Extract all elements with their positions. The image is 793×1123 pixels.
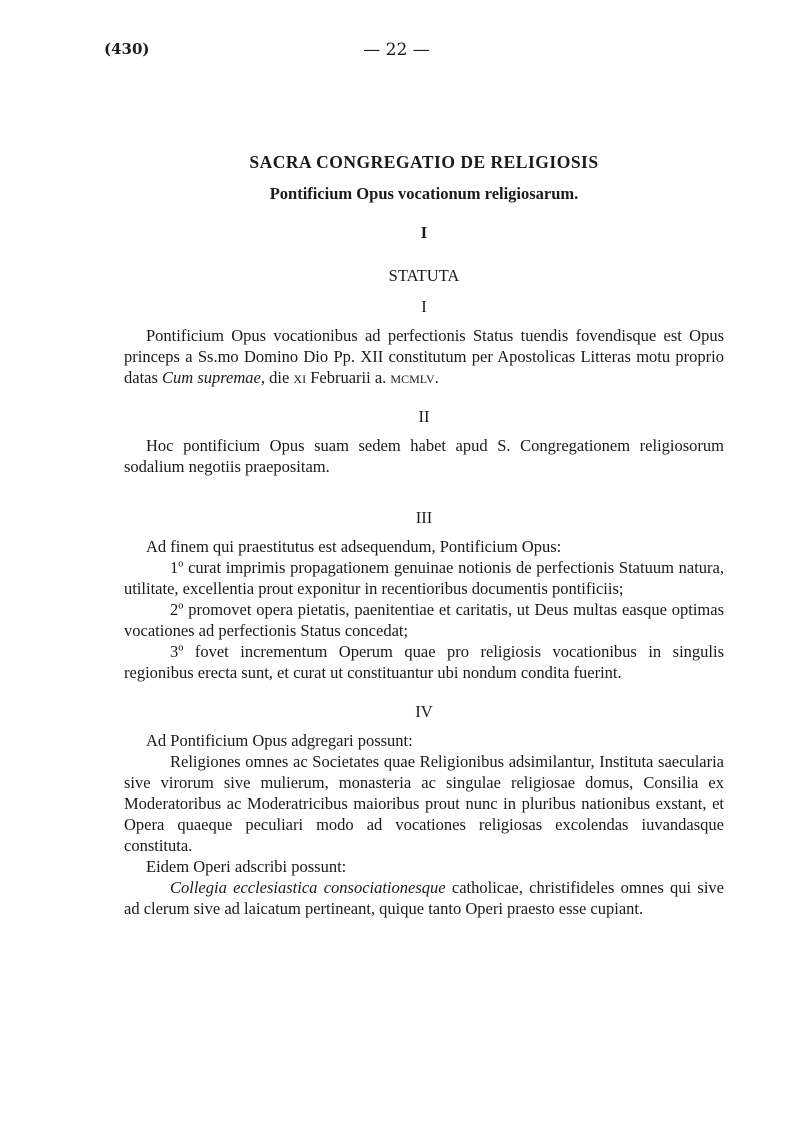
folio-number: (430) xyxy=(104,40,150,58)
list-item: 2º promovet opera pietatis, paenitentiae et caritatis, ut Deus multas easque optimas vocationes ad perfectionis Status concedat; xyxy=(124,600,724,640)
list-item: 3º fovet incrementum Operum quae pro religiosis vocationibus in singulis regionibus erecta sunt, et curat ut constituantur ubi nondum condita fuerint. xyxy=(124,642,724,682)
document-title: SACRA CONGREGATIO DE RELIGIOSIS xyxy=(249,152,599,172)
section-numeral: III xyxy=(415,508,433,527)
part-number: I xyxy=(420,223,428,242)
paragraph-text: catholicae, christifideles omnes qui sive ad clerum sive ad laicatum pertineant, quique tanto Operi praesto esse cupiant. xyxy=(124,878,724,918)
section-numeral: I xyxy=(421,297,427,316)
section-intro: Ad finem qui praestitutus est adsequendum, Pontificium Opus: xyxy=(146,537,562,556)
section-intro: Ad Pontificium Opus adgregari possunt: xyxy=(146,731,413,750)
small-caps-year: mcmlv. xyxy=(390,368,439,387)
list-item: 1º curat imprimis propagationem genuinae notionis de perfectionis Statuum natura, utilitate, excellentia prout exponitur in recentioribus documentis pontificiis; xyxy=(124,558,724,598)
page-number: — 22 — xyxy=(363,40,430,60)
italic-title: Cum supremae, xyxy=(162,368,265,387)
statuta-heading: STATUTA xyxy=(388,266,460,285)
small-caps-numeral: xi xyxy=(293,368,307,387)
document-body xyxy=(124,152,724,919)
section-paragraph: Hoc pontificium Opus suam sedem habet apud S. Congregationem religiosorum sodalium negotiis praepositam. xyxy=(124,436,724,476)
paragraph-text: die xyxy=(265,368,294,387)
paragraph-text: Pontificium Opus vocationibus ad perfectionis Status tuendis fovendisque est Opus princeps a Ss.mo Domino Dio Pp. XII constitutum per Apostolicas Litteras motu proprio datas xyxy=(124,326,724,387)
section-paragraph xyxy=(124,877,724,919)
document-subtitle: Pontificium Opus vocationum religiosarum. xyxy=(269,184,579,203)
section-numeral: IV xyxy=(415,702,433,721)
paragraph-text: Februarii a. xyxy=(306,368,391,387)
section-paragraph: Religiones omnes ac Societates quae Religionibus adsimilantur, Instituta saecularia sive virorum sive mulierum, monasteria ac singulae religiosae domus, Consilia ex Moderatoribus ac Moderatricibus maioribus prout nunc in pluribus nationibus exstant, et Opera quaeque peculiari modo ad vocationes religiosas excolendas iuvandasque constituta. xyxy=(124,752,724,855)
page-header xyxy=(0,40,793,64)
section-paragraph xyxy=(124,325,724,388)
section-numeral: II xyxy=(418,407,430,426)
section-intro: Eidem Operi adscribi possunt: xyxy=(146,857,347,876)
italic-phrase: Collegia ecclesiastica consociationesque xyxy=(170,878,446,897)
